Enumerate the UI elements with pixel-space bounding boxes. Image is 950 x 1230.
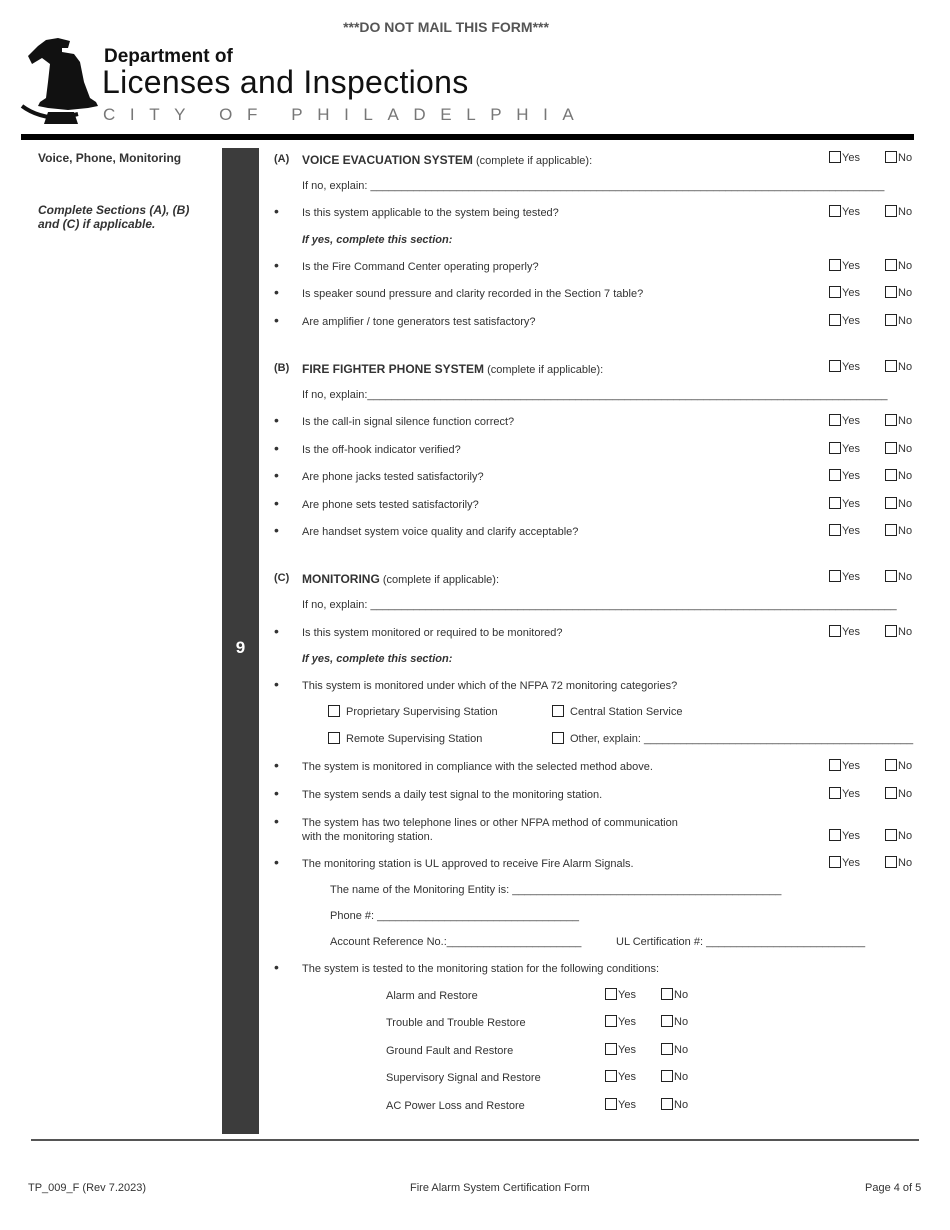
section-heading: MONITORING — [302, 572, 380, 586]
checkbox-box[interactable] — [829, 625, 841, 637]
section-c-q5-line1: The system has two telephone lines or other NFPA method of communication — [302, 817, 678, 829]
yes-label: Yes — [842, 260, 860, 272]
checkbox-box[interactable] — [829, 856, 841, 868]
section-a-q2-no-checkbox[interactable] — [885, 259, 912, 272]
section-heading-suffix: (complete if applicable): — [484, 364, 604, 376]
bullet: • — [274, 522, 279, 538]
category-option[interactable] — [552, 732, 913, 745]
bullet: • — [274, 284, 279, 300]
category-option[interactable] — [328, 705, 498, 718]
section-c-no-checkbox[interactable] — [885, 570, 912, 583]
form-row — [0, 205, 950, 225]
section-a-q2: Is the Fire Command Center operating properly? — [302, 261, 539, 273]
checkbox-box[interactable] — [885, 205, 897, 217]
footer-form-name: Fire Alarm System Certification Form — [410, 1182, 590, 1194]
section-b-q5-no-checkbox[interactable] — [885, 524, 912, 537]
form-row — [0, 651, 950, 671]
yes-label: Yes — [842, 206, 860, 218]
no-label: No — [898, 525, 913, 537]
section-number: 9 — [235, 638, 246, 657]
ul-certification-field[interactable]: UL Certification #: __________________________ — [616, 936, 866, 948]
checkbox-box[interactable] — [661, 1043, 673, 1055]
yes-label: Yes — [842, 415, 860, 427]
no-label: No — [674, 1099, 689, 1111]
section-c-q3-yes-checkbox[interactable] — [829, 759, 860, 772]
checkbox-box[interactable] — [885, 759, 897, 771]
section-b-q5-yes-checkbox[interactable] — [829, 524, 860, 537]
section-c-yes-checkbox[interactable] — [829, 570, 860, 583]
yes-label: Yes — [618, 1044, 636, 1056]
no-label: No — [674, 1016, 689, 1028]
bullet: • — [274, 959, 279, 975]
checkbox-box[interactable] — [829, 570, 841, 582]
bullet: • — [274, 623, 279, 639]
section-a-q4: Are amplifier / tone generators test satisfactory? — [302, 316, 536, 328]
condition-1-no-checkbox[interactable] — [661, 1015, 688, 1028]
section-c-q6-no-checkbox[interactable] — [885, 856, 912, 869]
section-c-q3-no-checkbox[interactable] — [885, 759, 912, 772]
section-b-q4: Are phone sets tested satisfactorily? — [302, 499, 479, 511]
section-b-yes-checkbox[interactable] — [829, 360, 860, 373]
form-row — [0, 178, 950, 198]
checkbox-box[interactable] — [661, 1015, 673, 1027]
checkbox-box[interactable] — [885, 787, 897, 799]
bullet: • — [274, 495, 279, 511]
no-label: No — [898, 260, 913, 272]
checkbox-box[interactable] — [605, 1043, 617, 1055]
form-row — [0, 570, 950, 590]
no-label: No — [898, 287, 913, 299]
form-row — [0, 360, 950, 380]
checkbox-box[interactable] — [829, 360, 841, 372]
checkbox-box[interactable] — [829, 524, 841, 536]
checkbox-box[interactable] — [885, 469, 897, 481]
section-c-title — [302, 572, 499, 586]
checkbox-box[interactable] — [829, 259, 841, 271]
form-row — [0, 232, 950, 252]
section-a-q3-yes-checkbox[interactable] — [829, 286, 860, 299]
bullet: • — [274, 312, 279, 328]
category-label: Other, explain: ____________________________________________ — [570, 733, 914, 745]
section-c-explain-field[interactable]: If no, explain: ______________________________________________________________________________________ — [302, 599, 897, 611]
form-row — [0, 414, 950, 434]
yes-label: Yes — [842, 361, 860, 373]
category-option[interactable] — [552, 705, 683, 718]
section-b-q1: Is the call-in signal silence function correct? — [302, 416, 515, 428]
form-row — [0, 829, 950, 849]
no-label: No — [898, 206, 913, 218]
yes-label: Yes — [842, 830, 860, 842]
section-c-q5-line2: with the monitoring station. — [302, 831, 433, 843]
form-row — [0, 259, 950, 279]
condition-label: Ground Fault and Restore — [386, 1045, 514, 1057]
no-label: No — [898, 443, 913, 455]
condition-label: AC Power Loss and Restore — [386, 1100, 525, 1112]
form-row — [0, 524, 950, 544]
section-a-q1: Is this system applicable to the system being tested? — [302, 207, 559, 219]
yes-label: Yes — [842, 525, 860, 537]
condition-4-yes-checkbox[interactable] — [605, 1098, 636, 1111]
section-a-explain-field[interactable]: If no, explain: ____________________________________________________________________________________ — [302, 180, 885, 192]
category-option[interactable] — [328, 732, 482, 745]
form-row — [0, 787, 950, 807]
no-label: No — [898, 470, 913, 482]
checkbox-box[interactable] — [885, 259, 897, 271]
checkbox-box[interactable] — [661, 1070, 673, 1082]
condition-4-no-checkbox[interactable] — [661, 1098, 688, 1111]
condition-2-yes-checkbox[interactable] — [605, 1043, 636, 1056]
form-row — [0, 442, 950, 462]
condition-1-yes-checkbox[interactable] — [605, 1015, 636, 1028]
no-label: No — [898, 498, 913, 510]
checkbox-box[interactable] — [829, 151, 841, 163]
section-c-q1-no-checkbox[interactable] — [885, 625, 912, 638]
checkbox-box[interactable] — [328, 732, 340, 744]
section-a-title — [302, 153, 592, 167]
form-row — [0, 625, 950, 645]
yes-label: Yes — [618, 1016, 636, 1028]
no-label: No — [674, 1044, 689, 1056]
section-a-q1-yes-checkbox[interactable] — [829, 205, 860, 218]
section-a-yes-checkbox[interactable] — [829, 151, 860, 164]
condition-label: Supervisory Signal and Restore — [386, 1072, 541, 1084]
checkbox-box[interactable] — [885, 314, 897, 326]
section-a-tag: (A) — [274, 153, 290, 165]
section-c-q6-yes-checkbox[interactable] — [829, 856, 860, 869]
yes-label: Yes — [842, 152, 860, 164]
section-c-q4-yes-checkbox[interactable] — [829, 787, 860, 800]
no-label: No — [674, 989, 689, 1001]
checkbox-box[interactable] — [829, 759, 841, 771]
form-row — [0, 387, 950, 407]
yes-label: Yes — [842, 470, 860, 482]
section-b-q1-yes-checkbox[interactable] — [829, 414, 860, 427]
form-row — [0, 1043, 950, 1063]
no-label: No — [898, 788, 913, 800]
section-a-ifyes: If yes, complete this section: — [302, 234, 453, 246]
form-row — [0, 314, 950, 334]
section-b-no-checkbox[interactable] — [885, 360, 912, 373]
checkbox-box[interactable] — [829, 829, 841, 841]
yes-label: Yes — [842, 857, 860, 869]
no-label: No — [674, 1071, 689, 1083]
liberty-bell-icon — [18, 38, 108, 126]
section-b-q5: Are handset system voice quality and clarify acceptable? — [302, 526, 579, 538]
section-b-q1-no-checkbox[interactable] — [885, 414, 912, 427]
condition-3-no-checkbox[interactable] — [661, 1070, 688, 1083]
yes-label: Yes — [618, 1071, 636, 1083]
checkbox-box[interactable] — [885, 524, 897, 536]
section-b-explain-field[interactable]: If no, explain:_____________________________________________________________________________________ — [302, 389, 888, 401]
condition-label: Alarm and Restore — [386, 990, 478, 1002]
yes-label: Yes — [842, 287, 860, 299]
footer-page: Page 4 of 5 — [865, 1182, 922, 1194]
bullet: • — [274, 785, 279, 801]
sidebar-note: Complete Sections (A), (B) and (C) if applicable. — [38, 203, 190, 231]
no-label: No — [898, 571, 913, 583]
form-row — [0, 856, 950, 876]
section-b-q2-yes-checkbox[interactable] — [829, 442, 860, 455]
form-row — [0, 678, 950, 698]
checkbox-box[interactable] — [885, 856, 897, 868]
form-row — [0, 1098, 950, 1118]
monitoring-entity-field[interactable]: The name of the Monitoring Entity is: ____________________________________________ — [330, 884, 782, 896]
form-row — [0, 597, 950, 617]
yes-label: Yes — [842, 315, 860, 327]
checkbox-box[interactable] — [605, 1070, 617, 1082]
section-a-q3: Is speaker sound pressure and clarity recorded in the Section 7 table? — [302, 288, 644, 300]
account-reference-field[interactable]: Account Reference No.:______________________ — [330, 936, 582, 948]
section-a-no-checkbox[interactable] — [885, 151, 912, 164]
section-c-q5-yes-checkbox[interactable] — [829, 829, 860, 842]
checkbox-box[interactable] — [829, 314, 841, 326]
section-a-q2-yes-checkbox[interactable] — [829, 259, 860, 272]
checkbox-box[interactable] — [885, 414, 897, 426]
checkbox-box[interactable] — [661, 1098, 673, 1110]
checkbox-box[interactable] — [829, 442, 841, 454]
condition-label: Trouble and Trouble Restore — [386, 1017, 526, 1029]
header-rule — [21, 134, 914, 140]
section-a-q1-no-checkbox[interactable] — [885, 205, 912, 218]
section-c-q5-no-checkbox[interactable] — [885, 829, 912, 842]
section-c-q2: This system is monitored under which of the NFPA 72 monitoring categories? — [302, 680, 678, 692]
section-b-q4-no-checkbox[interactable] — [885, 497, 912, 510]
category-label: Central Station Service — [570, 706, 683, 718]
form-row — [0, 497, 950, 517]
form-row — [0, 1070, 950, 1090]
phone-field[interactable]: Phone #: _________________________________ — [330, 910, 579, 922]
section-c-q4: The system sends a daily test signal to the monitoring station. — [302, 789, 603, 801]
bullet: • — [274, 412, 279, 428]
logo-title: Licenses and Inspections — [102, 64, 469, 100]
checkbox-box[interactable] — [829, 469, 841, 481]
checkbox-box[interactable] — [829, 414, 841, 426]
section-c-q6: The monitoring station is UL approved to receive Fire Alarm Signals. — [302, 858, 634, 870]
checkbox-box[interactable] — [885, 570, 897, 582]
footer-form-id: TP_009_F (Rev 7.2023) — [28, 1182, 147, 1194]
checkbox-box[interactable] — [605, 988, 617, 1000]
section-c-q4-no-checkbox[interactable] — [885, 787, 912, 800]
checkbox-box[interactable] — [885, 497, 897, 509]
section-c-q1: Is this system monitored or required to be monitored? — [302, 627, 563, 639]
bullet: • — [274, 813, 279, 829]
checkbox-box[interactable] — [552, 732, 564, 744]
bullet: • — [274, 854, 279, 870]
section-b-q3: Are phone jacks tested satisfactorily? — [302, 471, 484, 483]
condition-0-no-checkbox[interactable] — [661, 988, 688, 1001]
sidebar-title: Voice, Phone, Monitoring — [38, 151, 182, 165]
bullet: • — [274, 676, 279, 692]
section-c-q7: The system is tested to the monitoring station for the following conditions: — [302, 963, 660, 975]
section-a-q4-no-checkbox[interactable] — [885, 314, 912, 327]
no-label: No — [898, 152, 913, 164]
no-label: No — [898, 315, 913, 327]
no-label: No — [898, 361, 913, 373]
section-c-q1-yes-checkbox[interactable] — [829, 625, 860, 638]
checkbox-box[interactable] — [829, 787, 841, 799]
section-b-tag: (B) — [274, 362, 290, 374]
yes-label: Yes — [618, 989, 636, 1001]
condition-0-yes-checkbox[interactable] — [605, 988, 636, 1001]
footer-rule — [31, 1139, 919, 1141]
logo-city: CITY OF PHILADELPHIA — [103, 105, 589, 124]
section-heading-suffix: (complete if applicable): — [379, 574, 500, 586]
section-b-q2: Is the off-hook indicator verified? — [302, 444, 461, 456]
bullet: • — [274, 257, 279, 273]
category-label: Remote Supervising Station — [346, 733, 483, 745]
no-label: No — [898, 626, 913, 638]
checkbox-box[interactable] — [885, 151, 897, 163]
form-row — [0, 286, 950, 306]
section-heading-suffix: (complete if applicable): — [472, 155, 593, 167]
yes-label: Yes — [618, 1099, 636, 1111]
section-b-q4-yes-checkbox[interactable] — [829, 497, 860, 510]
form-row — [0, 961, 950, 981]
yes-label: Yes — [842, 626, 860, 638]
checkbox-box[interactable] — [605, 1098, 617, 1110]
no-label: No — [898, 415, 913, 427]
section-b-q3-yes-checkbox[interactable] — [829, 469, 860, 482]
checkbox-box[interactable] — [328, 705, 340, 717]
section-heading: VOICE EVACUATION SYSTEM — [302, 153, 473, 167]
bullet: • — [274, 757, 279, 773]
section-b-q2-no-checkbox[interactable] — [885, 442, 912, 455]
section-b-title — [302, 362, 603, 376]
category-label: Proprietary Supervising Station — [346, 706, 498, 718]
form-row — [0, 469, 950, 489]
form-row — [0, 151, 950, 171]
checkbox-box[interactable] — [885, 286, 897, 298]
section-b-q3-no-checkbox[interactable] — [885, 469, 912, 482]
checkbox-box[interactable] — [829, 286, 841, 298]
form-row — [0, 1015, 950, 1035]
checkbox-box[interactable] — [829, 205, 841, 217]
checkbox-box[interactable] — [829, 497, 841, 509]
yes-label: Yes — [842, 760, 860, 772]
logo-department: Department of — [104, 46, 233, 67]
bullet: • — [274, 203, 279, 219]
section-c-tag: (C) — [274, 572, 290, 584]
bullet: • — [274, 467, 279, 483]
condition-3-yes-checkbox[interactable] — [605, 1070, 636, 1083]
bullet: • — [274, 440, 279, 456]
checkbox-box[interactable] — [885, 829, 897, 841]
section-heading: FIRE FIGHTER PHONE SYSTEM — [302, 362, 485, 376]
section-c-q3: The system is monitored in compliance with the selected method above. — [302, 761, 653, 773]
yes-label: Yes — [842, 788, 860, 800]
section-c-ifyes: If yes, complete this section: — [302, 653, 453, 665]
form-row — [0, 759, 950, 779]
section-a-q4-yes-checkbox[interactable] — [829, 314, 860, 327]
checkbox-box[interactable] — [885, 442, 897, 454]
checkbox-box[interactable] — [605, 1015, 617, 1027]
checkbox-box[interactable] — [661, 988, 673, 1000]
section-a-q3-no-checkbox[interactable] — [885, 286, 912, 299]
do-not-mail-notice: ***DO NOT MAIL THIS FORM*** — [343, 19, 549, 35]
checkbox-box[interactable] — [885, 360, 897, 372]
yes-label: Yes — [842, 571, 860, 583]
checkbox-box[interactable] — [552, 705, 564, 717]
no-label: No — [898, 857, 913, 869]
condition-2-no-checkbox[interactable] — [661, 1043, 688, 1056]
form-row — [0, 988, 950, 1008]
yes-label: Yes — [842, 443, 860, 455]
no-label: No — [898, 830, 913, 842]
yes-label: Yes — [842, 498, 860, 510]
checkbox-box[interactable] — [885, 625, 897, 637]
no-label: No — [898, 760, 913, 772]
